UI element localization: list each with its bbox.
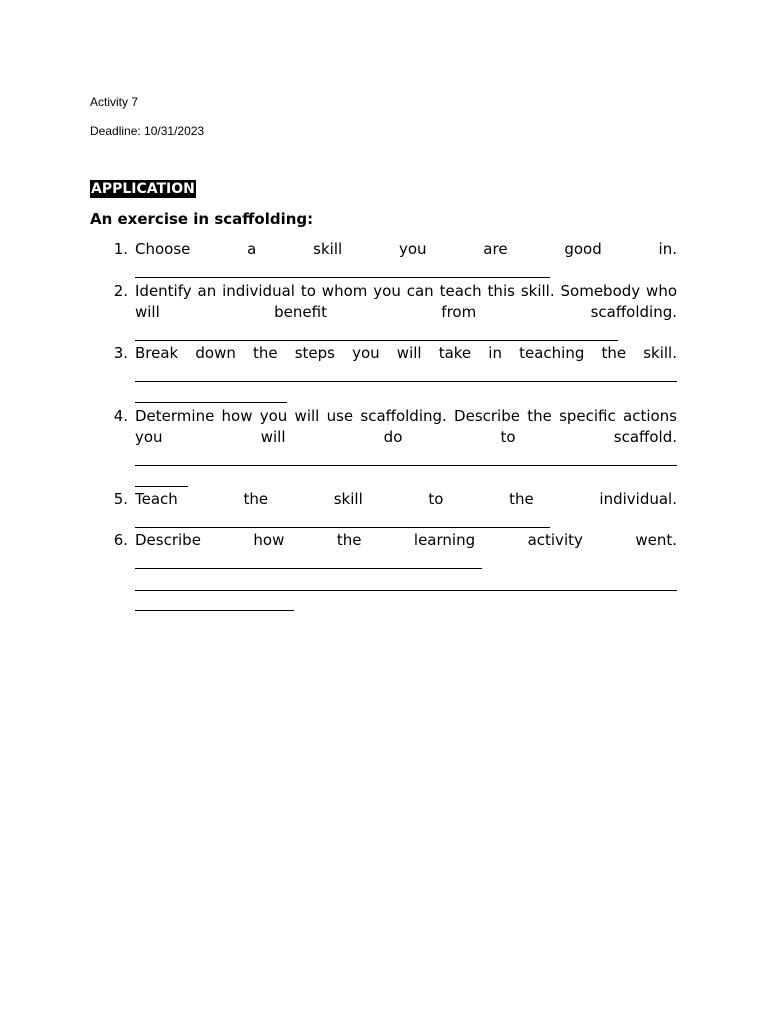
list-item-number: 5. [113,490,128,508]
list-item-text: Identify an individual to whom you can teach this skill. Somebody who will benefit from scaffolding. [135,282,677,321]
list-item-text: Determine how you will use scaffolding. Describe the specific actions you will do to scaffold. [135,407,677,446]
answer-blank-line[interactable] [135,381,677,382]
answer-blank-line[interactable] [135,402,287,403]
list-item-text: Choose a skill you are good in. [135,240,677,258]
exercise-subheading: An exercise in scaffolding: [90,210,314,228]
list-item-number: 1. [113,240,128,258]
answer-blank-line[interactable] [135,277,550,278]
list-item-number: 4. [113,407,128,425]
list-item-number: 6. [113,531,128,549]
answer-blank-line[interactable] [135,465,677,466]
answer-blank-line[interactable] [135,568,482,569]
answer-blank-line[interactable] [135,610,294,611]
answer-blank-line[interactable] [135,340,618,341]
list-item-text: Teach the skill to the individual. [135,490,677,508]
activity-label: Activity 7 [90,95,139,109]
answer-blank-line[interactable] [135,590,677,591]
list-item-number: 3. [113,344,128,362]
application-heading: APPLICATION [91,181,195,197]
list-item-text: Break down the steps you will take in teaching the skill. [135,344,677,362]
answer-blank-line[interactable] [135,486,188,487]
list-item-text: Describe how the learning activity went. [135,531,677,549]
deadline-label: Deadline: 10/31/2023 [90,124,205,138]
list-item-number: 2. [113,282,128,300]
answer-blank-line[interactable] [135,527,550,528]
